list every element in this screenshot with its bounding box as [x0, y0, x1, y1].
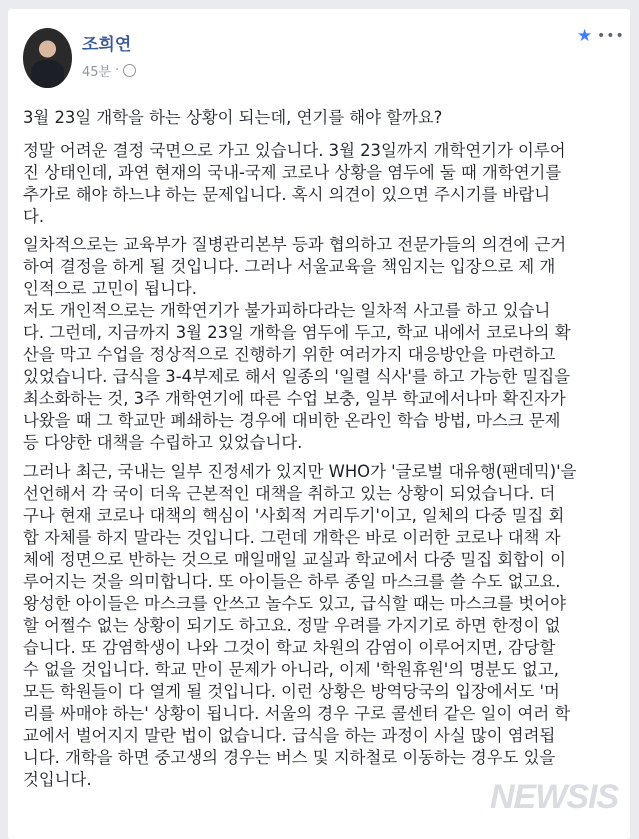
meta-separator: · — [115, 63, 120, 78]
text-line: 니다. 개학을 하면 중고생의 경우는 버스 및 지하철로 이동하는 경우도 있을 — [23, 748, 556, 767]
author-avatar[interactable] — [23, 28, 72, 88]
text-line: 수 없을 것입니다. 학교 만이 문제가 아니라, 이제 '학원휴원'의 명분도 없고, — [23, 660, 559, 679]
author-name[interactable]: 조희연 — [82, 35, 132, 55]
text-line: 그러나 최근, 국내는 일부 진정세가 있지만 WHO가 '글로벌 대유행(팬데믹)'을 — [23, 462, 577, 481]
text-line: 정말 어려운 결정 국면으로 가고 있습니다. 3월 23일까지 개학연기가 이루어 — [23, 141, 566, 160]
newsis-watermark: NEWSIS — [490, 778, 619, 816]
post-title: 3월 23일 개학을 하는 상황이 되는데, 연기를 해야 할까요? — [23, 108, 443, 127]
text-line: 있었습니다. 급식을 3-4부제로 해서 일종의 '일렬 식사'를 하고 가능한 밀집을 — [23, 367, 571, 386]
text-line: 다. — [23, 207, 45, 226]
text-line: 저도 개인적으로는 개학연기가 불가피하다라는 일차적 사고를 하고 있습니 — [23, 301, 551, 320]
text-line: 추가로 해야 하느냐 하는 문제입니다. 혹시 의견이 있으면 주시기를 바랍니 — [23, 185, 551, 204]
text-line: 할 어쩔수 없는 상황이 되기도 하고요. 정말 우려를 가지기로 하면 한정이 없 — [23, 616, 561, 635]
text-line: 등 다양한 대책을 수립하고 있었습니다. — [23, 433, 303, 452]
text-line: 것입니다. — [23, 770, 92, 789]
text-line: 진 상태인데, 과연 현재의 국내-국제 코로나 상황을 염두에 둘 때 개학연기를 — [23, 163, 562, 182]
post-time[interactable]: 45분 — [82, 65, 112, 80]
paragraph-3 — [23, 461, 576, 791]
text-line: 산을 막고 수업을 정상적으로 진행하기 위한 여러가지 대응방안을 마련하고 — [23, 345, 556, 364]
text-line: 교에서 벌어지지 말란 법이 없습니다. 급식을 하는 과정이 사실 많이 염려됩 — [23, 726, 556, 745]
text-line: 인적으로 고민이 됩니다. — [23, 279, 197, 298]
post-meta — [82, 61, 136, 80]
text-line: 습니다. 또 감염학생이 나와 그것이 학교 차원의 감염이 이루어지면, 감당할 — [23, 638, 556, 657]
text-line: 선언해서 각 국이 더욱 근본적인 대책을 취하고 있는 상황이 되었습니다. 더 — [23, 484, 556, 503]
more-dots-icon[interactable]: ••• — [597, 28, 625, 44]
star-icon[interactable]: ★ — [577, 26, 593, 46]
text-line: 일차적으로는 교육부가 질병관리본부 등과 협의하고 전문가들의 의견에 근거 — [23, 235, 567, 254]
globe-icon — [123, 64, 136, 77]
paragraph-2 — [23, 234, 571, 454]
text-line: 루어지는 것을 의미합니다. 또 아이들은 하루 종일 마스크를 쓸 수도 없고요. — [23, 572, 561, 591]
text-line: 다. 그런데, 지금까지 3월 23일 개학을 염두에 두고, 학교 내에서 코로나의 확 — [23, 323, 571, 342]
text-line: 최소화하는 것, 3주 개학연기에 따른 수업 보충, 일부 학교에서나마 확진자가 — [23, 389, 566, 408]
text-line: 왕성한 아이들은 마스크를 안쓰고 놀수도 있고, 급식할 때는 마스크를 벗어야 — [23, 594, 566, 613]
text-line: 하여 결정을 하게 될 것입니다. 그러나 서울교육을 책임지는 입장으로 제 개 — [23, 257, 556, 276]
paragraph-1 — [23, 140, 566, 228]
text-line: 리를 싸매야 하는' 상황이 됩니다. 서울의 경우 구로 콜센터 같은 일이 여러 학 — [23, 704, 571, 723]
text-line: 나왔을 때 그 학교만 폐쇄하는 경우에 대비한 온라인 학습 방법, 마스크 문제 — [23, 411, 561, 430]
text-line: 모든 학원들이 다 열게 될 것입니다. 이런 상황은 방역당국의 입장에서도 '머 — [23, 682, 560, 701]
text-line: 체에 정면으로 반하는 것으로 매일매일 교실과 학교에서 다중 밀집 회합이 이 — [23, 550, 566, 569]
text-line: 구나 현재 코로나 대책의 핵심이 '사회적 거리두기'이고, 일체의 다중 밀집 회 — [23, 506, 565, 525]
text-line: 합 자체를 하지 말라는 것입니다. 그런데 개학은 바로 이러한 코로나 대책 자 — [23, 528, 561, 547]
